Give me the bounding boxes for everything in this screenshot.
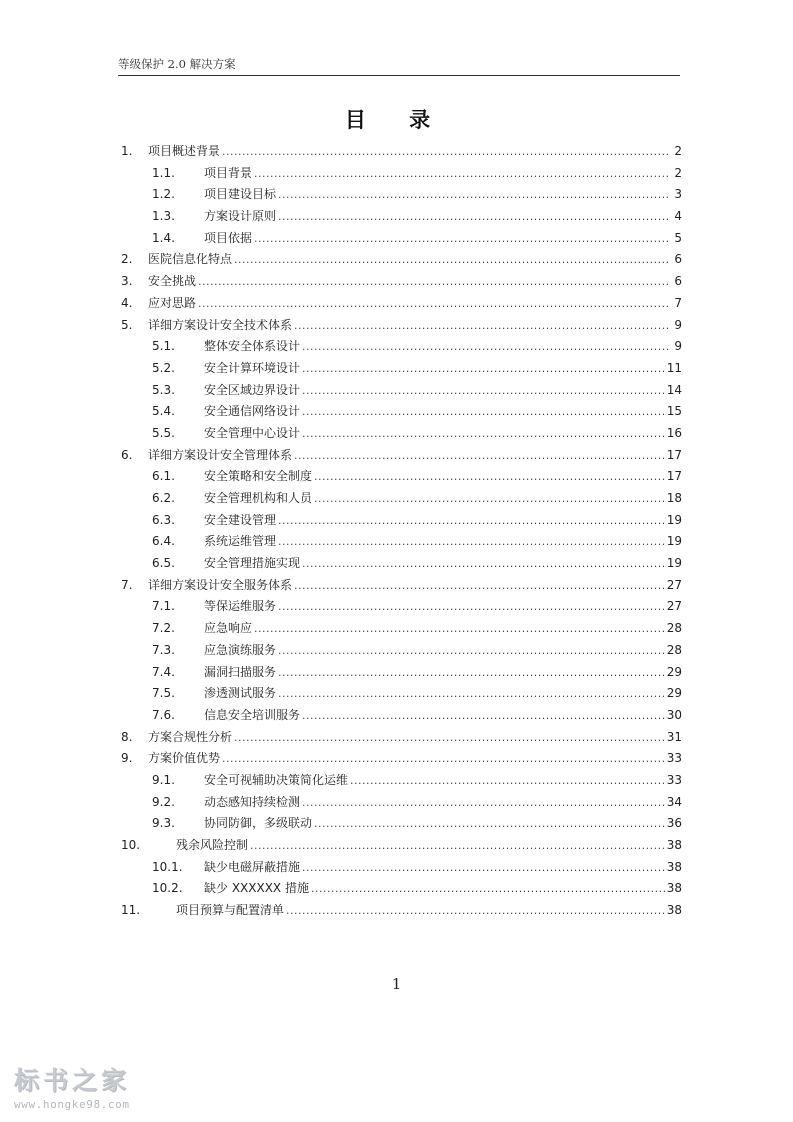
- toc-entry-title: 安全区域边界设计: [204, 382, 301, 397]
- header-title: 等级保护 2.0 解决方案: [118, 57, 236, 71]
- toc-entry-number: 1.: [121, 144, 133, 158]
- toc-entry-number: 6.: [121, 447, 133, 462]
- toc-entry[interactable]: [121, 836, 682, 858]
- toc-entry-number: 6.3.: [152, 512, 175, 527]
- toc-dot-leader: [314, 817, 665, 830]
- page-number: 1: [391, 975, 402, 993]
- toc-entry-number: 1.4.: [152, 230, 175, 245]
- toc-entry-page: 30: [666, 707, 682, 722]
- toc-entry[interactable]: [121, 142, 682, 164]
- toc-entry-number: 1.3.: [152, 209, 175, 224]
- toc-entry[interactable]: [121, 511, 682, 533]
- toc-dot-leader: [278, 188, 670, 201]
- toc-dot-leader: [294, 319, 670, 332]
- toc-entry-page: 27: [666, 577, 682, 592]
- toc-entry-page: 16: [666, 425, 682, 440]
- toc-entry[interactable]: [121, 749, 682, 771]
- toc-entry-title: 方案合规性分析: [148, 729, 233, 744]
- toc-entry[interactable]: [121, 359, 682, 381]
- toc-dot-leader: [278, 514, 665, 527]
- toc-entry-number: 2.: [121, 252, 133, 267]
- toc-entry-number: 7.6.: [152, 707, 175, 722]
- toc-dot-leader: [302, 861, 665, 874]
- toc-entry-page: 38: [666, 903, 682, 918]
- toc-entry-page: 19: [666, 556, 682, 571]
- toc-entry-number: 6.5.: [152, 556, 175, 571]
- toc-entry-title: 漏洞扫描服务: [204, 664, 277, 679]
- toc-entry-page: 15: [666, 404, 682, 419]
- toc-entry-page: 34: [666, 794, 682, 809]
- toc-entry-number: 4.: [121, 295, 133, 310]
- toc-entry-page: 38: [666, 881, 682, 896]
- toc-entry-title: 残余风险控制: [176, 838, 249, 852]
- watermark-logo: [14, 1066, 174, 1116]
- toc-dot-leader: [234, 731, 665, 744]
- toc-dot-leader: [250, 839, 665, 852]
- toc-dot-leader: [222, 752, 665, 765]
- toc-entry[interactable]: [121, 576, 682, 598]
- toc-entry[interactable]: [121, 381, 682, 403]
- toc-entry-number: 5.5.: [152, 425, 175, 440]
- toc-entry-page: 17: [666, 469, 682, 484]
- toc-entry-title: 应急响应: [204, 621, 253, 636]
- toc-entry-page: 38: [666, 838, 682, 852]
- toc-entry-page: 9: [674, 317, 682, 332]
- table-of-contents: [121, 142, 682, 923]
- toc-entry[interactable]: [121, 532, 682, 554]
- toc-entry[interactable]: [121, 229, 682, 251]
- toc-entry[interactable]: [121, 641, 682, 663]
- toc-entry-page: 3: [674, 187, 682, 202]
- toc-dot-leader: [311, 882, 665, 895]
- toc-entry-title: 详细方案设计安全技术体系: [148, 317, 293, 332]
- toc-entry-title: 整体安全体系设计: [204, 339, 301, 354]
- toc-entry-number: 5.2.: [152, 360, 175, 375]
- toc-entry-number: 9.: [121, 751, 133, 766]
- toc-entry[interactable]: [121, 250, 682, 272]
- toc-entry[interactable]: [121, 424, 682, 446]
- toc-entry-title: 项目背景: [204, 165, 253, 180]
- toc-entry-title: 方案设计原则: [204, 209, 277, 224]
- toc-entry-page: 19: [666, 512, 682, 527]
- toc-title: 目 录: [344, 107, 449, 132]
- toc-entry-title: 项目建设目标: [204, 187, 277, 202]
- toc-entry-page: 5: [674, 230, 682, 245]
- toc-entry[interactable]: [121, 337, 682, 359]
- toc-entry-page: 2: [674, 165, 682, 180]
- toc-dot-leader: [278, 666, 665, 679]
- toc-entry[interactable]: [121, 619, 682, 641]
- toc-entry[interactable]: [121, 858, 682, 880]
- toc-entry-title: 缺少电磁屏蔽措施: [204, 859, 301, 874]
- toc-entry[interactable]: [121, 489, 682, 511]
- toc-entry-title: 等保运维服务: [204, 599, 277, 614]
- toc-dot-leader: [294, 579, 665, 592]
- toc-entry-number: 1.1.: [152, 165, 175, 180]
- toc-dot-leader: [302, 362, 665, 375]
- toc-entry[interactable]: [121, 467, 682, 489]
- toc-entry-title: 渗透测试服务: [204, 686, 277, 701]
- toc-dot-leader: [350, 774, 665, 787]
- toc-entry-title: 动态感知持续检测: [204, 794, 301, 809]
- toc-entry-number: 1.2.: [152, 187, 175, 202]
- toc-entry-title: 安全建设管理: [204, 512, 277, 527]
- toc-dot-leader: [254, 167, 670, 180]
- toc-entry-page: 28: [666, 621, 682, 636]
- toc-entry-page: 17: [666, 447, 682, 462]
- toc-entry-title: 应对思路: [148, 295, 197, 310]
- toc-entry-page: 33: [666, 772, 682, 787]
- toc-entry[interactable]: [121, 272, 682, 294]
- toc-entry-page: 7: [674, 295, 682, 310]
- toc-entry[interactable]: [121, 901, 682, 923]
- toc-entry-title: 项目依据: [204, 230, 253, 245]
- toc-entry-page: 38: [666, 859, 682, 874]
- toc-entry-title: 项目预算与配置清单: [176, 903, 285, 918]
- toc-entry-page: 6: [674, 252, 682, 267]
- toc-entry[interactable]: [121, 706, 682, 728]
- toc-entry[interactable]: [121, 185, 682, 207]
- toc-entry-title: 项目概述背景: [148, 144, 221, 158]
- watermark-url: www.hongke98.com: [14, 1098, 130, 1111]
- toc-entry-title: 安全管理机构和人员: [204, 491, 313, 505]
- toc-entry-page: 36: [666, 816, 682, 831]
- toc-dot-leader: [222, 145, 670, 158]
- toc-entry[interactable]: [121, 207, 682, 229]
- toc-entry-number: 8.: [121, 729, 133, 744]
- toc-entry-title: 安全管理措施实现: [204, 556, 301, 571]
- toc-entry-page: 29: [666, 664, 682, 679]
- toc-entry[interactable]: [121, 402, 682, 424]
- toc-dot-leader: [314, 470, 665, 483]
- toc-entry-page: 9: [674, 339, 682, 354]
- toc-entry-number: 7.1.: [152, 599, 175, 614]
- toc-entry-title: 详细方案设计安全管理体系: [148, 447, 293, 462]
- toc-entry-number: 3.: [121, 274, 133, 289]
- toc-dot-leader: [198, 275, 670, 288]
- toc-entry[interactable]: [121, 814, 682, 836]
- toc-dot-leader: [294, 449, 665, 462]
- toc-entry-page: 29: [666, 686, 682, 701]
- toc-entry-title: 医院信息化特点: [148, 252, 233, 267]
- toc-entry[interactable]: [121, 316, 682, 338]
- toc-entry-page: 28: [666, 642, 682, 657]
- toc-entry-page: 2: [674, 144, 682, 158]
- toc-entry-page: 31: [666, 729, 682, 744]
- toc-entry[interactable]: [121, 771, 682, 793]
- toc-entry-number: 6.1.: [152, 469, 175, 484]
- toc-entry[interactable]: [121, 554, 682, 576]
- toc-entry-title: 协同防御，多级联动: [204, 816, 313, 831]
- toc-dot-leader: [286, 904, 665, 917]
- toc-dot-leader: [302, 796, 665, 809]
- toc-dot-leader: [254, 622, 665, 635]
- toc-entry[interactable]: [121, 728, 682, 750]
- toc-entry-number: 7.4.: [152, 664, 175, 679]
- toc-dot-leader: [302, 709, 665, 722]
- toc-entry-title: 系统运维管理: [204, 534, 277, 549]
- toc-entry-page: 11: [666, 360, 682, 375]
- toc-entry-number: 7.5.: [152, 686, 175, 701]
- toc-dot-leader: [278, 535, 665, 548]
- toc-dot-leader: [302, 384, 665, 397]
- toc-entry[interactable]: [121, 597, 682, 619]
- toc-entry-title: 应急演练服务: [204, 642, 277, 657]
- toc-entry-number: 9.2.: [152, 794, 175, 809]
- toc-entry-number: 5.3.: [152, 382, 175, 397]
- toc-entry-page: 4: [674, 209, 682, 224]
- toc-entry[interactable]: [121, 793, 682, 815]
- toc-entry-title: 信息安全培训服务: [204, 707, 301, 722]
- toc-dot-leader: [254, 232, 670, 245]
- toc-dot-leader: [278, 600, 665, 613]
- toc-dot-leader: [302, 427, 665, 440]
- toc-entry-number: 7.3.: [152, 642, 175, 657]
- toc-entry[interactable]: [121, 684, 682, 706]
- watermark-name: 标书之家: [14, 1066, 131, 1095]
- toc-entry-page: 27: [666, 599, 682, 614]
- toc-entry-number: 5.4.: [152, 404, 175, 419]
- toc-entry-number: 5.: [121, 317, 133, 332]
- toc-entry[interactable]: [121, 879, 682, 901]
- toc-entry-number: 6.4.: [152, 534, 175, 549]
- toc-entry-number: 7.2.: [152, 621, 175, 636]
- toc-entry-number: 10.2.: [152, 881, 183, 896]
- toc-entry-title: 安全可视辅助决策简化运维: [204, 772, 349, 787]
- toc-entry-number: 9.3.: [152, 816, 175, 831]
- page-header: [118, 56, 680, 76]
- toc-dot-leader: [278, 644, 665, 657]
- toc-entry-page: 6: [674, 274, 682, 289]
- toc-entry-number: 10.: [121, 838, 141, 852]
- toc-entry-title: 安全策略和安全制度: [204, 469, 313, 484]
- toc-dot-leader: [302, 405, 665, 418]
- toc-entry-number: 10.1.: [152, 859, 183, 874]
- toc-dot-leader: [234, 253, 670, 266]
- toc-entry-title: 方案价值优势: [148, 751, 221, 766]
- toc-entry-title: 安全通信网络设计: [204, 404, 301, 419]
- toc-entry[interactable]: [121, 663, 682, 685]
- toc-entry-number: 7.: [121, 577, 133, 592]
- toc-entry-page: 14: [666, 382, 682, 397]
- toc-dot-leader: [302, 340, 670, 353]
- toc-entry-title: 安全管理中心设计: [204, 425, 301, 440]
- toc-entry[interactable]: [121, 164, 682, 186]
- toc-dot-leader: [302, 557, 665, 570]
- toc-dot-leader: [278, 687, 665, 700]
- toc-entry-number: 6.2.: [152, 491, 175, 505]
- toc-entry-page: 18: [666, 491, 682, 505]
- toc-entry-number: 9.1.: [152, 772, 175, 787]
- toc-dot-leader: [198, 297, 670, 310]
- toc-entry-title: 详细方案设计安全服务体系: [148, 577, 293, 592]
- toc-entry-number: 11.: [121, 903, 141, 918]
- toc-entry-title: 安全计算环境设计: [204, 360, 301, 375]
- toc-dot-leader: [314, 492, 665, 505]
- toc-entry[interactable]: [121, 294, 682, 316]
- toc-entry-page: 19: [666, 534, 682, 549]
- toc-entry-title: 安全挑战: [148, 274, 197, 289]
- toc-entry-page: 33: [666, 751, 682, 766]
- toc-dot-leader: [278, 210, 670, 223]
- toc-entry-title: 缺少 XXXXXX 措施: [204, 881, 309, 896]
- toc-entry[interactable]: [121, 446, 682, 468]
- toc-entry-number: 5.1.: [152, 339, 175, 354]
